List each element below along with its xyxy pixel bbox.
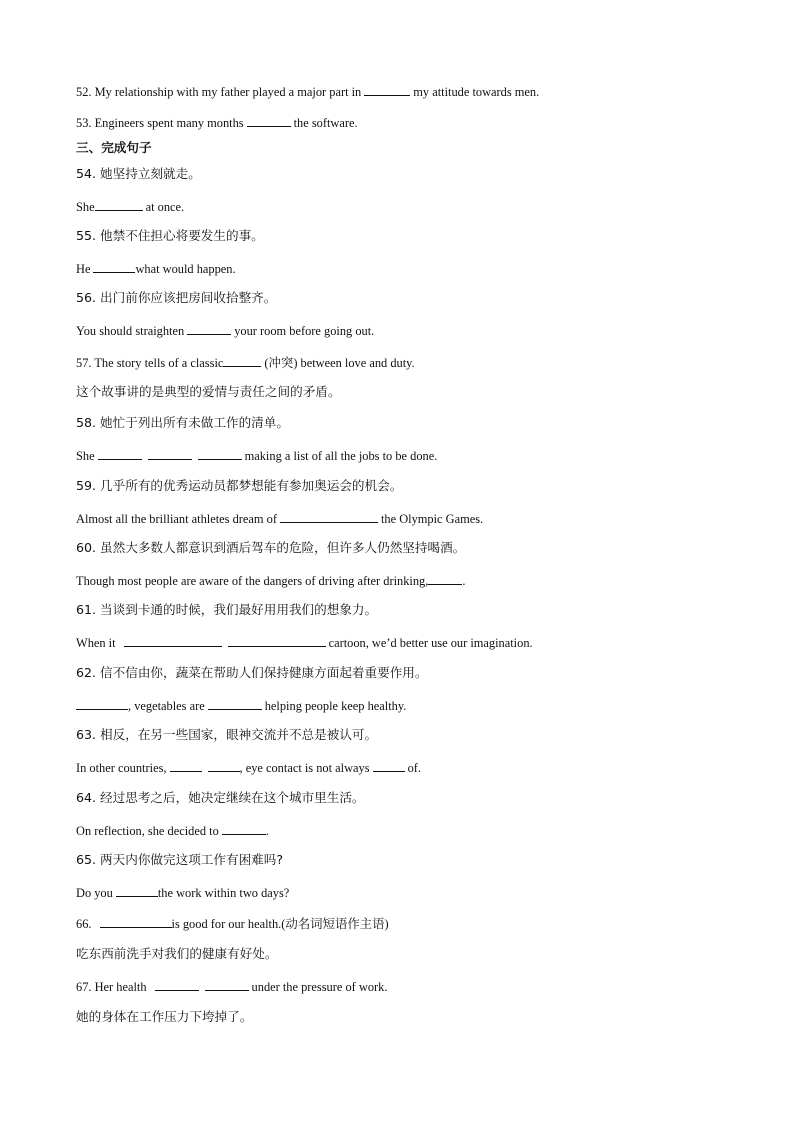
q54-text-a: She bbox=[76, 200, 95, 214]
question-59-chinese: 59. 几乎所有的优秀运动员都梦想能有参加奥运会的机会。 bbox=[76, 478, 403, 493]
answer-blank[interactable] bbox=[205, 979, 249, 991]
question-64-english bbox=[76, 823, 269, 839]
question-63-english bbox=[76, 760, 421, 776]
question-59-english bbox=[76, 511, 483, 527]
answer-blank[interactable] bbox=[116, 885, 158, 897]
question-65-chinese: 65. 两天内你做完这项工作有困难吗? bbox=[76, 852, 284, 867]
q56-text-b: your room before going out. bbox=[234, 324, 375, 338]
question-58-chinese: 58. 她忙于列出所有未做工作的清单。 bbox=[76, 415, 289, 430]
section-heading: 三、完成句子 bbox=[76, 140, 152, 155]
answer-blank[interactable] bbox=[228, 635, 326, 647]
answer-blank[interactable] bbox=[280, 511, 378, 523]
question-56-english bbox=[76, 323, 374, 339]
answer-blank[interactable] bbox=[208, 698, 262, 710]
question-66-english bbox=[76, 916, 389, 932]
q63-text-b: , eye contact is not always bbox=[239, 761, 370, 775]
q67-text-a: 67. Her health bbox=[76, 980, 147, 994]
q52-text-a: 52. My relationship with my father played a major part in bbox=[76, 85, 362, 99]
q58-text-a: She bbox=[76, 449, 95, 463]
q53-text-a: 53. Engineers spent many months bbox=[76, 116, 244, 130]
q63-text-c: of. bbox=[407, 761, 421, 775]
answer-blank[interactable] bbox=[148, 448, 192, 460]
answer-blank[interactable] bbox=[124, 635, 222, 647]
question-57-english bbox=[76, 355, 415, 371]
answer-blank[interactable] bbox=[208, 760, 240, 772]
answer-blank[interactable] bbox=[98, 448, 142, 460]
q66-text-b: is good for our health.(动名词短语作主语) bbox=[171, 917, 389, 931]
question-57-chinese: 这个故事讲的是典型的爱情与责任之间的矛盾。 bbox=[76, 384, 341, 399]
q62-text-b: helping people keep healthy. bbox=[264, 699, 407, 713]
q57-text-b: (冲突) between love and duty. bbox=[264, 356, 415, 370]
q65-text-a: Do you bbox=[76, 886, 113, 900]
q61-text-b: cartoon, we’d better use our imagination. bbox=[328, 636, 533, 650]
answer-blank[interactable] bbox=[247, 115, 291, 127]
q61-text-a: When it bbox=[76, 636, 116, 650]
q59-text-b: the Olympic Games. bbox=[380, 512, 484, 526]
answer-blank[interactable] bbox=[155, 979, 199, 991]
question-52 bbox=[76, 84, 539, 100]
question-54-english bbox=[76, 199, 184, 215]
answer-blank[interactable] bbox=[198, 448, 242, 460]
answer-blank[interactable] bbox=[223, 355, 261, 367]
q54-text-b: at once. bbox=[145, 200, 185, 214]
question-62-chinese: 62. 信不信由你，蔬菜在帮助人们保持健康方面起着重要作用。 bbox=[76, 665, 428, 680]
question-61-chinese: 61. 当谈到卡通的时候，我们最好用用我们的想象力。 bbox=[76, 602, 378, 617]
q65-text-b: the work within two days? bbox=[157, 886, 290, 900]
question-60-chinese: 60. 虽然大多数人都意识到酒后驾车的危险，但许多人仍然坚持喝酒。 bbox=[76, 540, 466, 555]
question-53 bbox=[76, 115, 358, 131]
q57-text-a: 57. The story tells of a classic bbox=[76, 356, 224, 370]
q60-text-b: . bbox=[462, 574, 466, 588]
q55-text-b: what would happen. bbox=[135, 262, 236, 276]
answer-blank[interactable] bbox=[95, 199, 143, 211]
q56-text-a: You should straighten bbox=[76, 324, 185, 338]
question-62-english bbox=[76, 698, 406, 714]
q64-text-b: . bbox=[265, 824, 269, 838]
q67-text-b: under the pressure of work. bbox=[251, 980, 388, 994]
answer-blank[interactable] bbox=[93, 261, 135, 273]
q64-text-a: On reflection, she decided to bbox=[76, 824, 219, 838]
question-65-english bbox=[76, 885, 289, 901]
q59-text-a: Almost all the brilliant athletes dream of bbox=[76, 512, 277, 526]
q52-text-b: my attitude towards men. bbox=[413, 85, 540, 99]
question-58-english bbox=[76, 448, 437, 464]
answer-blank[interactable] bbox=[100, 916, 172, 928]
q63-text-a: In other countries, bbox=[76, 761, 167, 775]
question-61-english bbox=[76, 635, 533, 651]
answer-blank[interactable] bbox=[222, 823, 266, 835]
answer-blank[interactable] bbox=[76, 698, 128, 710]
question-66-chinese: 吃东西前洗手对我们的健康有好处。 bbox=[76, 946, 278, 961]
q62-text-a: , vegetables are bbox=[128, 699, 205, 713]
question-63-chinese: 63. 相反，在另一些国家，眼神交流并不总是被认可。 bbox=[76, 727, 378, 742]
answer-blank[interactable] bbox=[187, 323, 231, 335]
question-55-english bbox=[76, 261, 236, 277]
question-54-chinese: 54. 她坚持立刻就走。 bbox=[76, 166, 201, 181]
answer-blank[interactable] bbox=[428, 573, 462, 585]
q58-text-b: making a list of all the jobs to be done. bbox=[244, 449, 438, 463]
question-56-chinese: 56. 出门前你应该把房间收拾整齐。 bbox=[76, 290, 277, 305]
answer-blank[interactable] bbox=[170, 760, 202, 772]
answer-blank[interactable] bbox=[373, 760, 405, 772]
question-60-english bbox=[76, 573, 465, 589]
q55-text-a: He bbox=[76, 262, 91, 276]
q66-text-a: 66. bbox=[76, 917, 92, 931]
question-67-chinese: 她的身体在工作压力下垮掉了。 bbox=[76, 1009, 253, 1024]
question-64-chinese: 64. 经过思考之后，她决定继续在这个城市里生活。 bbox=[76, 790, 365, 805]
question-55-chinese: 55. 他禁不住担心将要发生的事。 bbox=[76, 228, 264, 243]
question-67-english bbox=[76, 979, 387, 995]
answer-blank[interactable] bbox=[364, 84, 410, 96]
q60-text-a: Though most people are aware of the dangers of driving after drinking, bbox=[76, 574, 429, 588]
q53-text-b: the software. bbox=[293, 116, 358, 130]
